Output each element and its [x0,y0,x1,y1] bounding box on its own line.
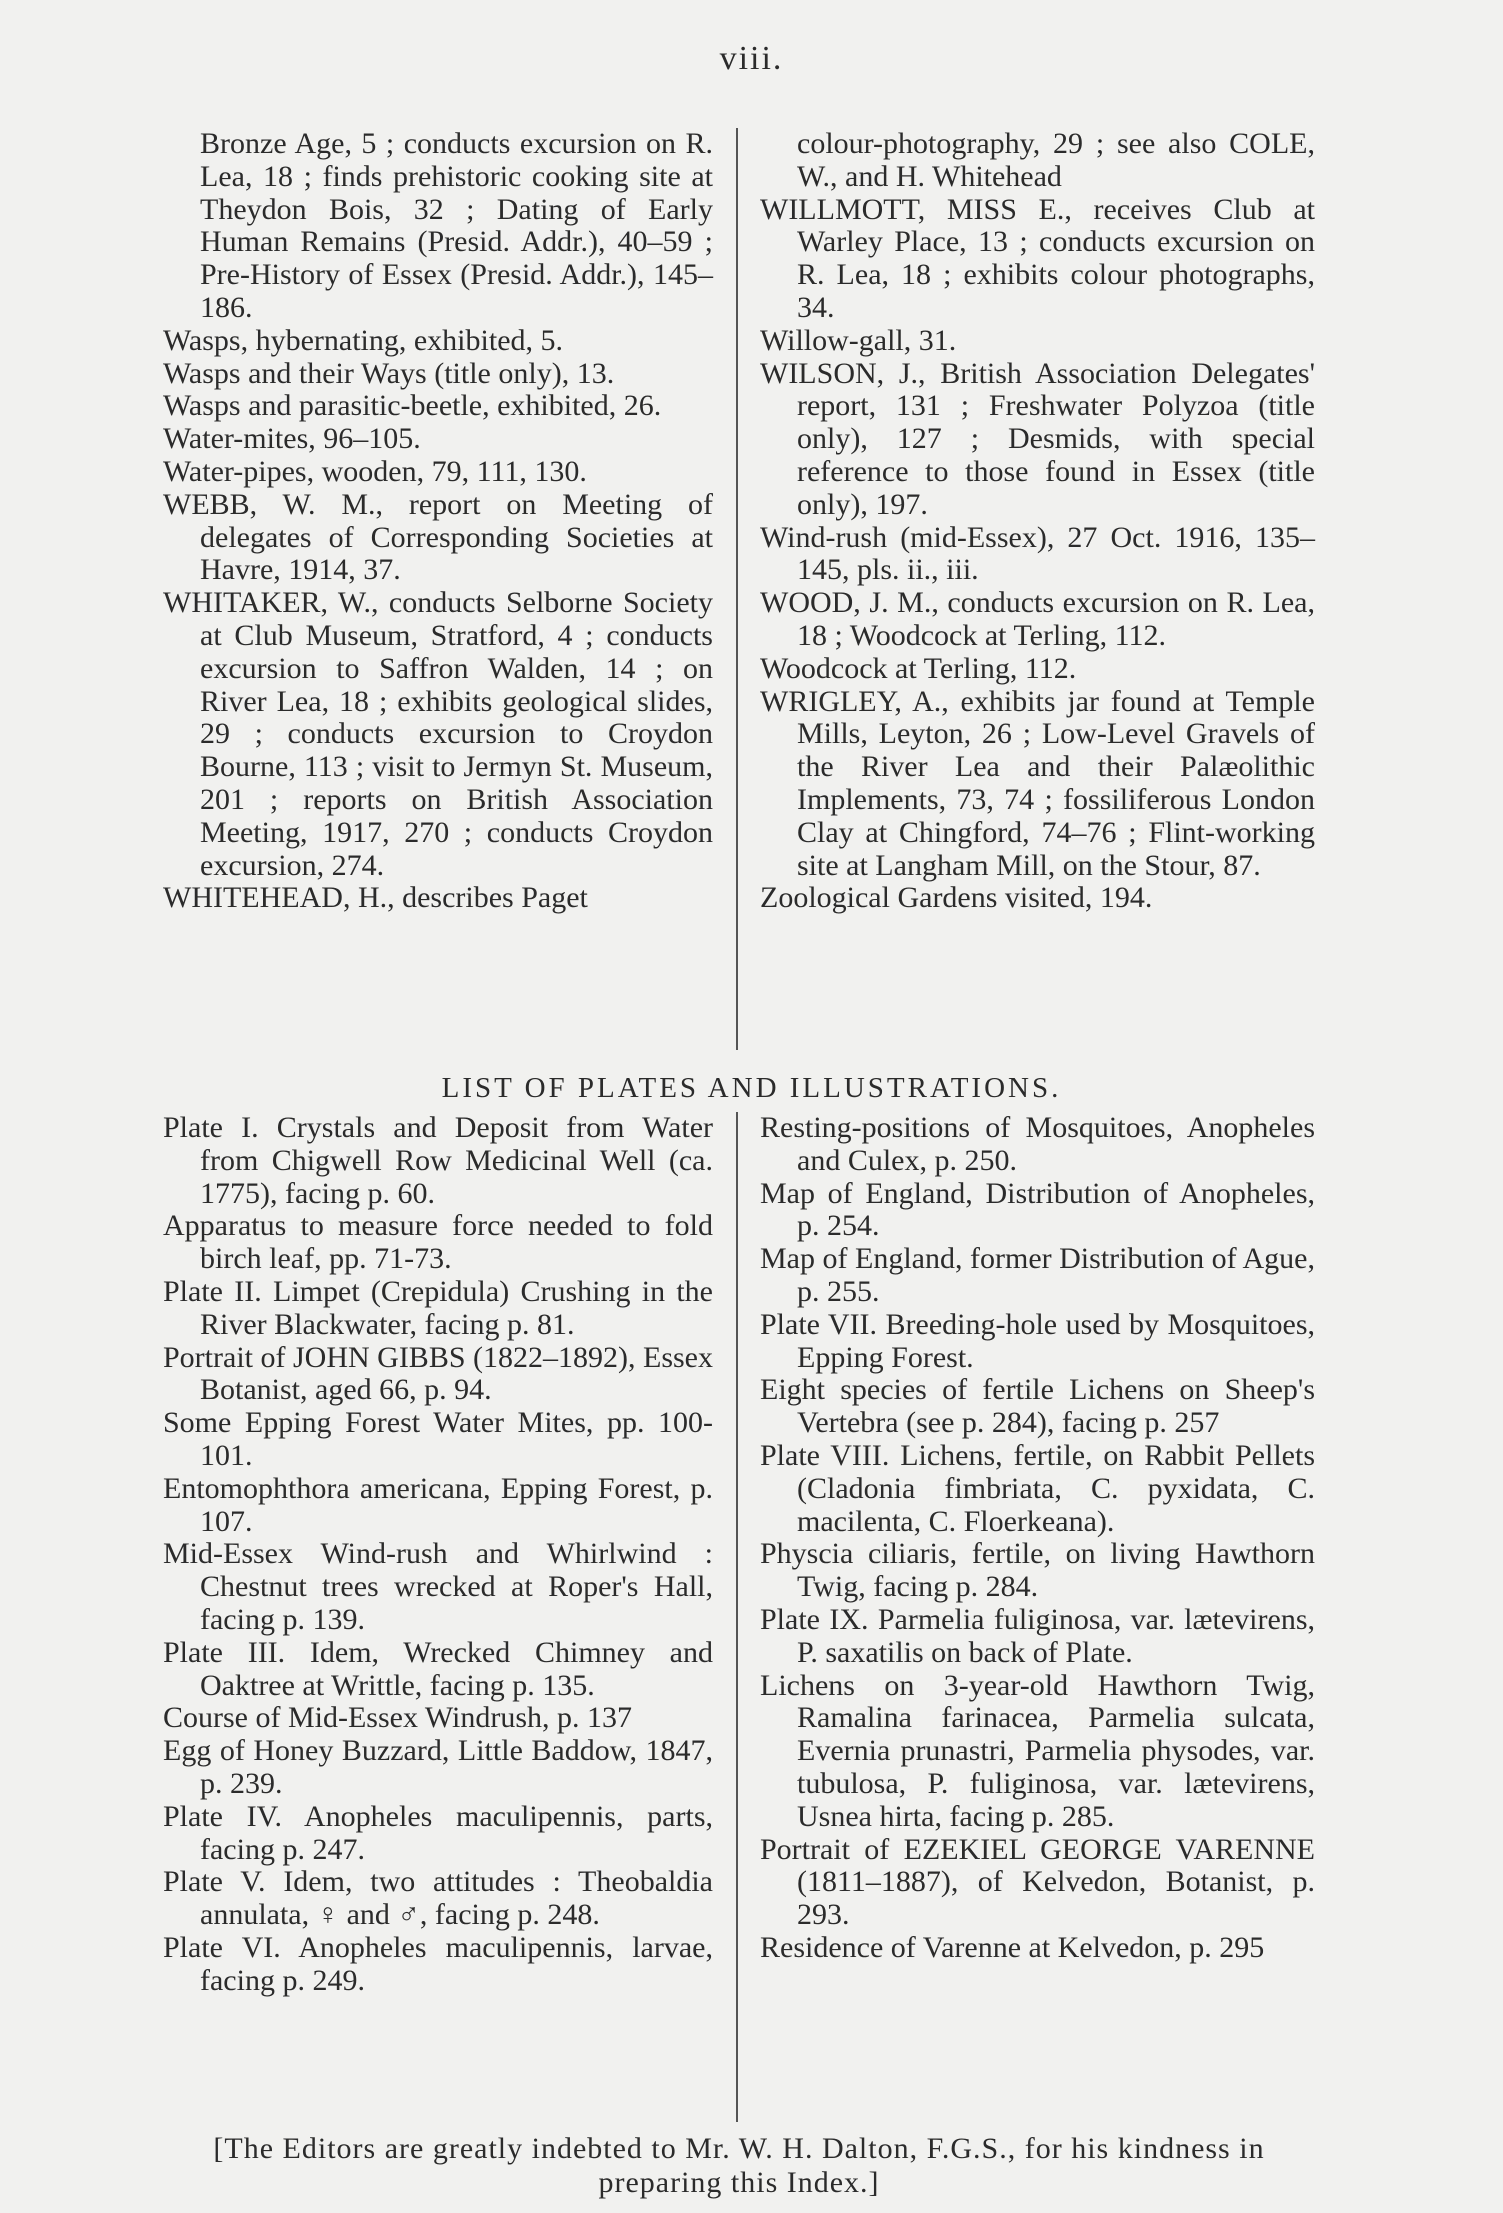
index-entry: Plate I. Crystals and Deposit from Water from Chigwell Row Medicinal Well (ca. 1775), facing p. 60. [163,1111,713,1210]
index-entry: Plate IV. Anopheles maculipennis, parts, facing p. 247. [163,1799,713,1866]
index-entry: Resting-positions of Mosquitoes, Anopheles and Culex, p. 250. [760,1111,1315,1177]
index-entry: Bronze Age, 5 ; conducts excursion on R. Lea, 18 ; finds prehistoric cooking site at Theydon Bois, 32 ; Dating of Early Human Remains (Presid. Addr.), 40–59 ; Pre-History of Essex (Presid. Addr.), 145–186. [200,127,713,324]
index-entry: Lichens on 3-year-old Hawthorn Twig, Ramalina farinacea, Parmelia sulcata, Evernia prunastri, Parmelia physodes, var. tubulosa, P. fuliginosa, var. lætevirens, Usnea hirta, facing p. 285. [760,1668,1315,1833]
index-entry: Wasps and their Ways (title only), 13. [163,356,615,390]
index-right-column [760,128,1315,915]
editors-footnote: [The Editors are greatly indebted to Mr. W. H. Dalton, F.G.S., for his kindness in preparing this Index.] [213,2132,1265,2199]
index-entry: Residence of Varenne at Kelvedon, p. 295 [760,1930,1265,1964]
index-entry: Woodcock at Terling, 112. [760,651,1077,685]
column-divider-bottom [736,1112,738,2122]
index-entry: Map of England, Distribution of Anopheles, p. 254. [760,1176,1315,1243]
index-entry: colour-photography, 29 ; see also COLE, W., and H. Whitehead [797,127,1315,193]
index-entry: Eight species of fertile Lichens on Sheep's Vertebra (see p. 284), facing p. 257 [760,1373,1315,1440]
index-entry: Plate V. Idem, two attitudes : Theobaldia annulata, ♀ and ♂, facing p. 248. [163,1865,713,1932]
index-entry: Physcia ciliaris, fertile, on living Hawthorn Twig, facing p. 284. [760,1537,1315,1604]
index-entry: WOOD, J. M., conducts excursion on R. Lea, 18 ; Woodcock at Terling, 112. [760,586,1315,652]
index-entry: Egg of Honey Buzzard, Little Baddow, 1847, p. 239. [163,1734,713,1800]
index-entry: Willow-gall, 31. [760,323,957,357]
index-entry: Entomophthora americana, Epping Forest, p. 107. [163,1471,713,1538]
index-entry: Plate VII. Breeding-hole used by Mosquitoes, Epping Forest. [760,1307,1315,1374]
index-entry: Course of Mid-Essex Windrush, p. 137 [163,1701,633,1735]
index-entry: WILSON, J., British Association Delegates' report, 131 ; Freshwater Polyzoa (title only), 127 ; Desmids, with special reference to those found in Essex (title only), 197. [760,356,1315,521]
index-entry: WEBB, W. M., report on Meeting of delegates of Corresponding Societies at Havre, 1914, 37. [163,487,713,587]
index-entry: Apparatus to measure force needed to fold birch leaf, pp. 71-73. [163,1209,713,1276]
index-entry: Water-mites, 96–105. [163,422,421,456]
page-number: viii. [719,40,784,77]
index-left-column [163,128,713,915]
plates-heading: LIST OF PLATES AND ILLUSTRATIONS. [441,1072,1062,1104]
index-entry: Plate III. Idem, Wrecked Chimney and Oaktree at Writtle, facing p. 135. [163,1635,713,1702]
index-entry: Portrait of EZEKIEL GEORGE VARENNE (1811–1887), of Kelvedon, Botanist, p. 293. [760,1832,1315,1932]
index-entry: Plate IX. Parmelia fuliginosa, var. lætevirens, P. saxatilis on back of Plate. [760,1602,1315,1669]
index-entry: Map of England, former Distribution of Ague, p. 255. [760,1242,1315,1308]
index-entry: Plate VIII. Lichens, fertile, on Rabbit Pellets (Cladonia fimbriata, C. pyxidata, C. macilenta, C. Floerkeana). [760,1438,1315,1538]
index-entry: Plate VI. Anopheles maculipennis, larvae, facing p. 249. [163,1930,713,1997]
plates-right-column [760,1112,1315,1965]
index-entry: Some Epping Forest Water Mites, pp. 100-101. [163,1406,713,1472]
index-entry: Water-pipes, wooden, 79, 111, 130. [163,454,587,488]
index-entry: Wasps, hybernating, exhibited, 5. [163,323,564,357]
index-entry: WHITEHEAD, H., describes Paget [163,881,588,915]
index-entry: Plate II. Limpet (Crepidula) Crushing in the River Blackwater, facing p. 81. [163,1274,713,1341]
index-entry: Wind-rush (mid-Essex), 27 Oct. 1916, 135–145, pls. ii., iii. [760,520,1315,587]
index-entry: WHITAKER, W., conducts Selborne Society at Club Museum, Stratford, 4 ; conducts excursion to Saffron Walden, 14 ; on River Lea, 18 ; exhibits geological slides, 29 ; conducts excursion to Croydon Bourne, 113 ; visit to Jermyn St. Museum, 201 ; reports on British Association Meeting, 1917, 270 ; conducts Croydon excursion, 274. [163,586,713,882]
index-entry: WRIGLEY, A., exhibits jar found at Temple Mills, Leyton, 26 ; Low-Level Gravels of the River Lea and their Palæolithic Implements, 73, 74 ; fossiliferous London Clay at Chingford, 74–76 ; Flint-working site at Langham Mill, on the Stour, 87. [760,684,1315,882]
index-entry: Portrait of JOHN GIBBS (1822–1892), Essex Botanist, aged 66, p. 94. [163,1340,713,1407]
index-entry: Mid-Essex Wind-rush and Whirlwind : Chestnut trees wrecked at Roper's Hall, facing p. 139. [163,1537,713,1636]
column-divider-top [736,128,738,1050]
index-entry: Wasps and parasitic-beetle, exhibited, 26. [163,389,662,423]
index-entry: Zoological Gardens visited, 194. [760,881,1153,915]
plates-left-column [163,1112,713,1998]
index-entry: WILLMOTT, MISS E., receives Club at Warley Place, 13 ; conducts excursion on R. Lea, 18 ; exhibits colour photographs, 34. [760,192,1315,324]
